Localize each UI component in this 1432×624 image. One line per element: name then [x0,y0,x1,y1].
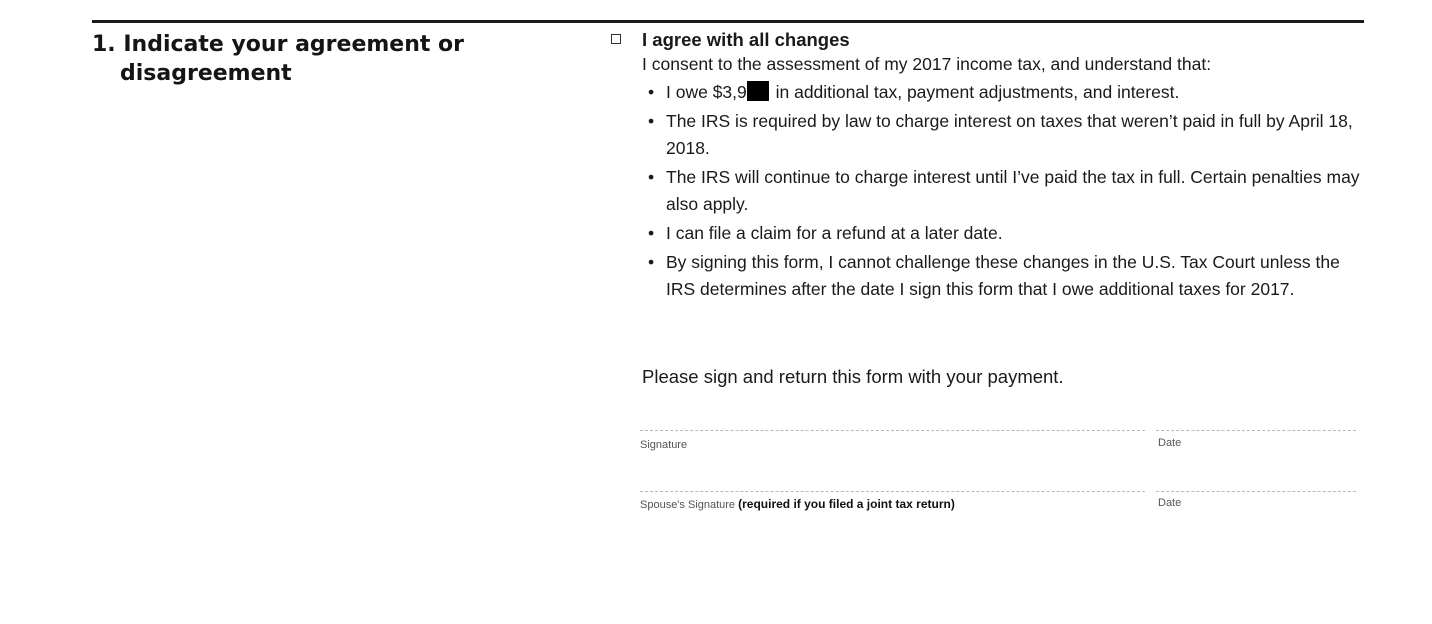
signature-date-line[interactable] [1156,430,1356,431]
conditions-list [642,79,1372,303]
spouse-signature-text: Spouse's Signature [640,499,736,511]
list-item [642,79,1372,106]
owed-amount-text: I owe $3,9 [666,82,747,102]
bullet-icon: • [648,252,655,272]
spouse-signature-line[interactable] [640,491,1145,492]
agree-checkbox[interactable] [611,34,621,44]
sign-return-note: Please sign and return this form with your payment. [642,366,1064,387]
spouse-date-label: Date [1158,497,1182,509]
list-item [642,108,1372,162]
spouse-date-line[interactable] [1156,491,1356,492]
signature-line[interactable] [640,430,1145,431]
consent-statement: I consent to the assessment of my 2017 income tax, and understand that: [642,54,1212,74]
spouse-signature-label [640,497,955,511]
bullet-icon: • [648,223,655,243]
bullet-icon: • [648,167,655,187]
list-item [642,220,1372,247]
list-item-text: By signing this form, I cannot challenge these changes in the U.S. Tax Court unless the IRS determines after the date I sign this form that I owe additional taxes for 2017. [666,252,1340,299]
list-item-text: The IRS will continue to charge interest until I’ve paid the tax in full. Certain penalties may also apply. [666,167,1360,214]
joint-return-note: (required if you filed a joint tax return) [738,497,955,511]
signature-label: Signature [640,439,688,451]
list-item-text: I can file a claim for a refund at a later date. [666,223,1003,243]
list-item-text: The IRS is required by law to charge interest on taxes that weren’t paid in full by April 18, 2018. [666,111,1353,158]
section-number: 1. [92,32,116,57]
section-heading-line1: Indicate your agreement or [123,32,465,57]
section-heading [92,30,512,88]
bullet-icon: • [648,82,655,102]
agreement-option [642,28,1372,305]
bullet-icon: • [648,111,655,131]
list-item [642,164,1372,218]
list-item [642,249,1372,303]
section-heading-line2: disagreement [120,61,292,86]
owed-amount-suffix: in additional tax, payment adjustments, and interest. [770,82,1180,102]
agree-option-title: I agree with all changes [642,29,850,50]
signature-date-label: Date [1158,437,1182,449]
redaction-block [747,81,769,101]
section-top-rule [92,20,1364,23]
